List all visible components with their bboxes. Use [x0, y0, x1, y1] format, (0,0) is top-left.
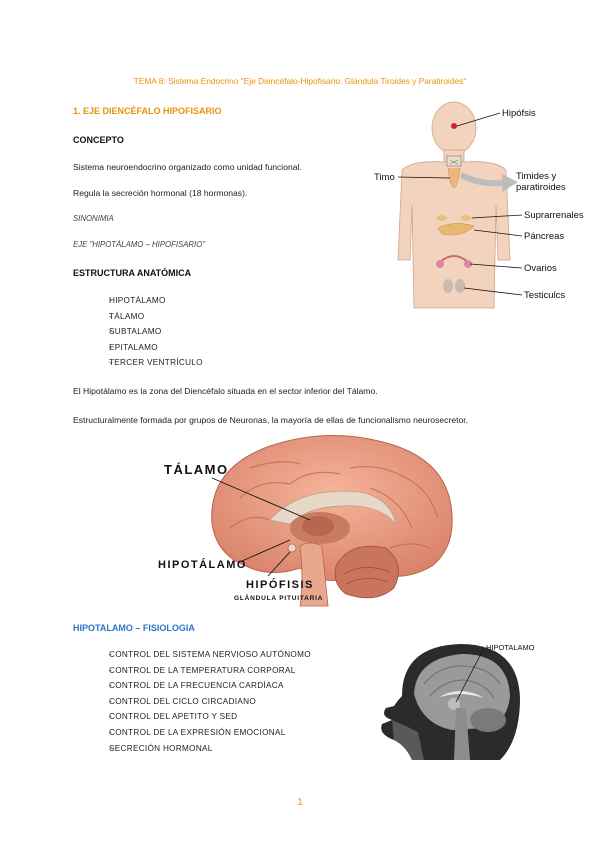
list-item: - CONTROL DE LA FRECUENCIA CARDÍACA [91, 681, 391, 697]
label-glandula-pituitaria: GLÁNDULA PITUITARIA [234, 595, 324, 602]
concept-paragraph-1: Sistema neuroendocrino organizado como unidad funcional. [73, 162, 302, 172]
label-hipofisis-brain: HIPÓFISIS [246, 579, 314, 591]
list-item: - CONTROL DE LA TEMPERATURA CORPORAL [91, 666, 391, 682]
list-item: - HIPOTÁLAMO [91, 296, 291, 312]
structure-paragraph: Estructuralmente formada por grupos de Neuronas, la mayoría de ellas de funcionalismo neurosecretor. [73, 415, 469, 425]
section-heading-eje: 1. EJE DIENCÉFALO HIPOFISARIO [73, 106, 222, 116]
hypothalamus-paragraph: El Hipotálamo es la zona del Diencéfalo situada en el sector inferior del Tálamo. [73, 386, 378, 396]
list-item: - TERCER VENTRÍCULO [91, 358, 291, 374]
endocrine-body-figure [362, 100, 594, 310]
label-pancreas: Páncreas [524, 231, 565, 242]
label-hipotalamo: HIPOTÁLAMO [158, 559, 247, 571]
label-timo: Timo [374, 172, 395, 183]
label-suprarrenales: Suprarrenales [524, 210, 584, 221]
pituitary-dot-icon [451, 123, 457, 129]
label-ovarios: Ovarios [524, 263, 557, 274]
anatomy-heading: ESTRUCTURA ANATÓMICA [73, 268, 192, 278]
list-item: - CONTROL DE LA EXPRESIÓN EMOCIONAL [91, 728, 391, 744]
mri-head-figure [372, 636, 535, 760]
anatomy-list [91, 296, 291, 374]
list-item: - EPITALAMO [91, 343, 291, 359]
label-hipofisis: Hipófsis [502, 108, 536, 119]
list-item: - CONTROL DEL CICLO CIRCADIANO [91, 697, 391, 713]
label-talamo: TÁLAMO [164, 462, 229, 477]
label-tiroides-line: paratiroides [516, 182, 566, 193]
list-item: - CONTROL DEL SISTEMA NERVIOSO AUTÓNOMO [91, 650, 391, 666]
list-item: - CONTROL DEL APETITO Y SED [91, 712, 391, 728]
section-heading-fisiologia: HIPOTALAMO – FISIOLOGIA [73, 623, 195, 633]
synonym-label: SINONIMIA [73, 214, 114, 223]
label-tiroides [516, 171, 566, 193]
pituitary-icon [288, 544, 296, 552]
label-hipotalamo-mri: HIPOTALAMO [486, 643, 535, 652]
document-title: TEMA 8: Sistema Endocrino "Eje Diencéfalo-Hipofisario. Glándula Tiroides y Paratiroides" [133, 76, 467, 86]
page-number: 1 [297, 797, 303, 808]
list-item: - SUBTALAMO [91, 327, 291, 343]
concept-paragraph-2: Regula la secreción hormonal (18 hormonas). [73, 188, 248, 198]
synonym-value: EJE "HIPOTÁLAMO – HIPOFISARIO" [73, 240, 206, 249]
concept-heading: CONCEPTO [73, 135, 124, 145]
physiology-list [91, 650, 391, 759]
list-item: - SECRECIÓN HORMONAL [91, 744, 391, 760]
label-testiculos: Testiculcs [524, 290, 566, 301]
label-tiroides-line: Timides y [516, 171, 557, 182]
brain-sagittal-figure [150, 428, 480, 608]
list-item: - TÁLAMO [91, 312, 291, 328]
